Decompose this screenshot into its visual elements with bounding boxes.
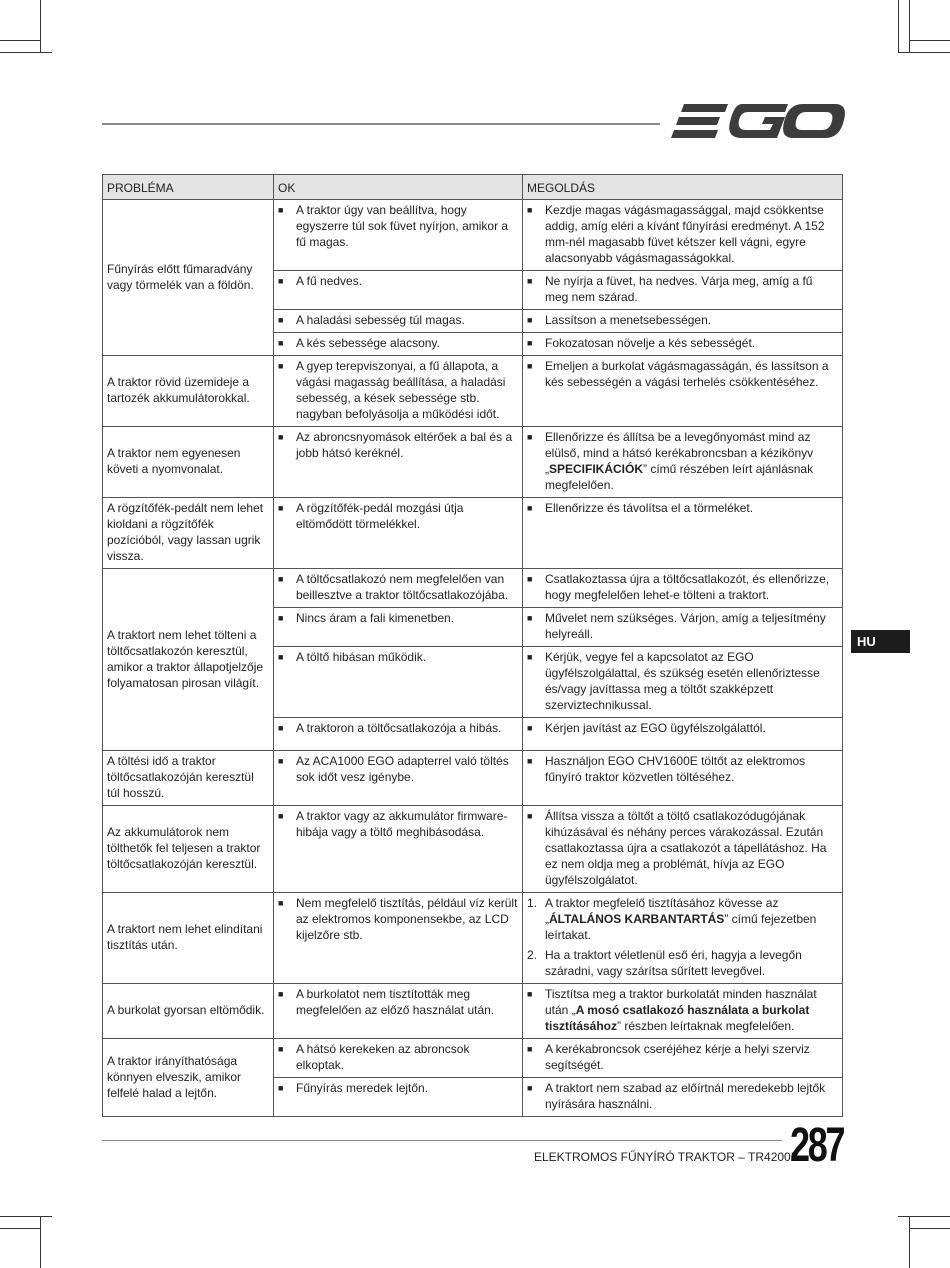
solution-text: Ellenőrizze és távolítsa el a törmeléket. [545, 501, 754, 515]
bullet-icon: ■ [527, 361, 533, 371]
problem-cell: A traktor rövid üzemideje a tartozék akkumulátorokkal. [103, 356, 274, 427]
table-row [103, 893, 843, 984]
cause-cell [274, 200, 523, 271]
bullet-icon: ■ [278, 432, 284, 442]
cause-cell [274, 427, 523, 498]
crop-mark [0, 40, 40, 41]
cause-text: A kés sebessége alacsony. [296, 336, 440, 350]
cause-cell [274, 751, 523, 806]
problem-cell: A traktor irányíthatósága könnyen elveszik, amikor felfelé halad a lejtőn. [103, 1039, 274, 1117]
crop-mark [909, 1228, 950, 1229]
cause-cell [274, 271, 523, 310]
cause-cell [274, 498, 523, 569]
crop-mark [909, 0, 910, 52]
bullet-icon: ■ [278, 756, 284, 766]
cause-text: A fű nedves. [296, 274, 363, 288]
cause-text: A töltőcsatlakozó nem megfelelően van beillesztve a traktor töltőcsatlakozójába. [296, 572, 509, 602]
cause-cell [274, 718, 523, 751]
cause-text: A rögzítőfék-pedál mozgási útja eltömődött törmelékkel. [296, 501, 464, 531]
solution-text: A traktort nem szabad az előírtnál meredekebb lejtők nyírására használni. [545, 1081, 826, 1111]
cause-cell [274, 333, 523, 356]
cause-text: A hátsó kerekeken az abroncsok elkoptak. [296, 1042, 470, 1072]
crop-mark [898, 1216, 950, 1217]
footer-title: ELEKTROMOS FŰNYÍRÓ TRAKTOR – TR4200E [534, 1150, 799, 1164]
bullet-icon: ■ [527, 613, 533, 623]
crop-mark [40, 0, 41, 52]
table-row [103, 498, 843, 569]
problem-cell: A traktort nem lehet tölteni a töltőcsatlakozón keresztül, amikor a traktor állapotjelzője folyamatosan pirosan világít. [103, 569, 274, 751]
solution-text: Művelet nem szükséges. Várjon, amíg a teljesítmény helyreáll. [545, 611, 826, 641]
crop-mark [0, 1228, 40, 1229]
cause-cell [274, 1078, 523, 1117]
crop-mark [898, 0, 899, 52]
bullet-icon: ■ [527, 723, 533, 733]
bullet-icon: ■ [278, 652, 284, 662]
solution-cell [523, 718, 843, 751]
problem-cell: A töltési idő a traktor töltőcsatlakozóján keresztül túl hosszú. [103, 751, 274, 806]
cause-cell [274, 608, 523, 647]
header-rule [102, 123, 660, 125]
crop-mark [898, 52, 950, 53]
solution-text: Csatlakoztassa újra a töltőcsatlakozót, és ellenőrizze, hogy megfelelően lehet-e tölteni a traktort. [545, 572, 830, 602]
cause-text: A burkolatot nem tisztították meg megfelelően az előző használat után. [296, 987, 495, 1017]
ego-logo [670, 100, 845, 144]
bullet-icon: ■ [527, 1083, 533, 1093]
cause-text: A traktoron a töltőcsatlakozója a hibás. [296, 721, 502, 735]
solution-text: Kérjük, vegye fel a kapcsolatot az EGO ügyfélszolgálattal, és szükség esetén ellenőriztesse és/vagy javíttassa meg a töltőt szakképzett szerviztechnikussal. [545, 650, 820, 712]
crop-mark [909, 40, 950, 41]
bullet-icon: ■ [527, 989, 533, 999]
solution-cell [523, 893, 843, 984]
bullet-icon: ■ [278, 898, 284, 908]
solution-text: Állítsa vissza a töltőt a töltő csatlakozódugójának kihúzásával és néhány perces várakozással. Ezután csatlakoztassa újra a csatlakozót a tápellátáshoz. Ha ez nem oldja meg a problémát, hívja az EGO ügyfélszolgálatot. [545, 809, 827, 887]
troubleshooting-table [102, 174, 843, 1117]
cause-cell [274, 647, 523, 718]
cause-cell [274, 569, 523, 608]
table-row [103, 984, 843, 1039]
bullet-icon: ■ [278, 315, 284, 325]
col-header-solution: MEGOLDÁS [523, 175, 843, 200]
problem-cell: A burkolat gyorsan eltömődik. [103, 984, 274, 1039]
problem-cell: A traktort nem lehet elindítani tisztítás után. [103, 893, 274, 984]
bullet-icon: ■ [278, 723, 284, 733]
footer-rule [102, 1140, 782, 1141]
table-row [103, 806, 843, 893]
cause-text: Nem megfelelő tisztítás, például víz került az elektromos komponensekbe, az LCD kijelzőre stb. [296, 896, 518, 942]
crop-mark [0, 52, 52, 53]
cause-cell [274, 356, 523, 427]
table-row [103, 751, 843, 806]
solution-text: A traktor megfelelő tisztításához kövesse az „ÁLTALÁNOS KARBANTARTÁS” című fejezetben leírtakat. [545, 896, 817, 942]
solution-cell [523, 200, 843, 271]
cause-text: A gyep terepviszonyai, a fű állapota, a vágási magasság beállítása, a haladási sebesség, a kések sebessége stb. nagyban befolyásolja a működési időt. [296, 359, 506, 421]
solution-cell [523, 647, 843, 718]
solution-text: Emeljen a burkolat vágásmagasságán, és lassítson a kés sebességén a vágási terhelés csökkentéséhez. [545, 359, 829, 389]
solution-text: Kezdje magas vágásmagassággal, majd csökkentse addig, amíg eléri a kívánt fűnyírási eredményt. A 152 mm-nél magasabb füvet kétszer kell vágni, egyre alacsonyabb vágásmagasságokkal. [545, 203, 825, 265]
bullet-icon: ■ [278, 205, 284, 215]
cause-text: Az abroncsnyomások eltérőek a bal és a jobb hátsó keréknél. [296, 430, 513, 460]
solution-text: Fokozatosan növelje a kés sebességét. [545, 336, 756, 350]
bullet-icon: ■ [527, 756, 533, 766]
cause-text: Az ACA1000 EGO adapterrel való töltés sok időt vesz igénybe. [296, 754, 509, 784]
cause-text: Fűnyírás meredek lejtőn. [296, 1081, 429, 1095]
solution-cell [523, 356, 843, 427]
solution-cell [523, 498, 843, 569]
table-row [103, 1039, 843, 1078]
solution-text: Lassítson a menetsebességen. [545, 313, 712, 327]
table-row [103, 569, 843, 608]
solution-cell [523, 569, 843, 608]
cause-cell [274, 806, 523, 893]
cause-text: A traktor vagy az akkumulátor firmware-hibája vagy a töltő meghibásodása. [296, 809, 508, 839]
bullet-icon: ■ [527, 503, 533, 513]
solution-cell [523, 984, 843, 1039]
solution-cell [523, 751, 843, 806]
bullet-icon: ■ [278, 1083, 284, 1093]
cause-text: Nincs áram a fali kimenetben. [296, 611, 455, 625]
cause-cell [274, 893, 523, 984]
solution-cell [523, 333, 843, 356]
solution-cell [523, 427, 843, 498]
col-header-cause: OK [274, 175, 523, 200]
bullet-icon: ■ [278, 361, 284, 371]
bullet-icon: ■ [278, 503, 284, 513]
bullet-icon: ■ [527, 574, 533, 584]
solution-step: 1. A traktor megfelelő tisztításához kövesse az „ÁLTALÁNOS KARBANTARTÁS” című fejezetben leírtakat. [527, 895, 838, 943]
bullet-icon: ■ [278, 811, 284, 821]
solution-text: Ha a traktort véletlenül eső éri, hagyja a levegőn száradni, vagy szárítsa sűrített levegővel. [545, 948, 802, 978]
bullet-icon: ■ [527, 652, 533, 662]
bullet-icon: ■ [527, 205, 533, 215]
solution-cell [523, 1039, 843, 1078]
bullet-icon: ■ [527, 315, 533, 325]
cause-cell [274, 984, 523, 1039]
solution-cell [523, 608, 843, 647]
problem-cell: A traktor nem egyenesen követi a nyomvonalat. [103, 427, 274, 498]
solution-cell [523, 806, 843, 893]
solution-text: Tisztítsa meg a traktor burkolatát minden használat után „A mosó csatlakozó használata a burkolat tisztításához” részben leírtaknak megfelelően. [545, 987, 817, 1033]
bullet-icon: ■ [527, 1044, 533, 1054]
language-tab: HU [851, 630, 910, 653]
solution-step: 2. Ha a traktort véletlenül eső éri, hagyja a levegőn száradni, vagy szárítsa sűrített levegővel. [527, 947, 838, 979]
crop-mark [0, 1216, 52, 1217]
solution-text: Használjon EGO CHV1600E töltőt az elektromos fűnyíró traktor közvetlen töltéséhez. [545, 754, 806, 784]
cause-cell [274, 310, 523, 333]
bullet-icon: ■ [278, 574, 284, 584]
col-header-problem: PROBLÉMA [103, 175, 274, 200]
solution-text: Kérjen javítást az EGO ügyfélszolgálattól. [545, 721, 766, 735]
bullet-icon: ■ [278, 989, 284, 999]
bullet-icon: ■ [527, 432, 533, 442]
solution-cell [523, 1078, 843, 1117]
table-row [103, 200, 843, 271]
bullet-icon: ■ [527, 811, 533, 821]
cause-text: A traktor úgy van beállítva, hogy egyszerre túl sok füvet nyírjon, amikor a fű magas. [296, 203, 509, 249]
solution-cell [523, 310, 843, 333]
bullet-icon: ■ [527, 338, 533, 348]
problem-cell: A rögzítőfék-pedált nem lehet kioldani a rögzítőfék pozícióból, vagy lassan ugrik vissza. [103, 498, 274, 569]
solution-text: Ellenőrizze és állítsa be a levegőnyomást mind az elülső, mind a hátsó kerékabroncsban a kézikönyv „SPECIFIKÁCIÓK” című részében leírt ajánlásnak megfelelően. [545, 430, 814, 492]
problem-cell: Az akkumulátorok nem tölthetők fel teljesen a traktor töltőcsatlakozóján keresztül. [103, 806, 274, 893]
cause-text: A haladási sebesség túl magas. [296, 313, 465, 327]
problem-cell: Fűnyírás előtt fűmaradvány vagy törmelék van a földön. [103, 200, 274, 356]
bullet-icon: ■ [278, 276, 284, 286]
table-row [103, 427, 843, 498]
bullet-icon: ■ [278, 338, 284, 348]
cause-cell [274, 1039, 523, 1078]
bullet-icon: ■ [527, 276, 533, 286]
table-header-row [103, 175, 843, 200]
solution-cell [523, 271, 843, 310]
cause-text: A töltő hibásan működik. [296, 650, 427, 664]
table-row [103, 356, 843, 427]
bullet-icon: ■ [278, 1044, 284, 1054]
solution-text: Ne nyírja a füvet, ha nedves. Várja meg, amíg a fű meg nem szárad. [545, 274, 813, 304]
bullet-icon: ■ [278, 613, 284, 623]
crop-mark [909, 1216, 910, 1268]
crop-mark [40, 1216, 41, 1268]
page-number: 287 [790, 1119, 844, 1172]
solution-text: A kerékabroncsok cseréjéhez kérje a helyi szerviz segítségét. [545, 1042, 810, 1072]
